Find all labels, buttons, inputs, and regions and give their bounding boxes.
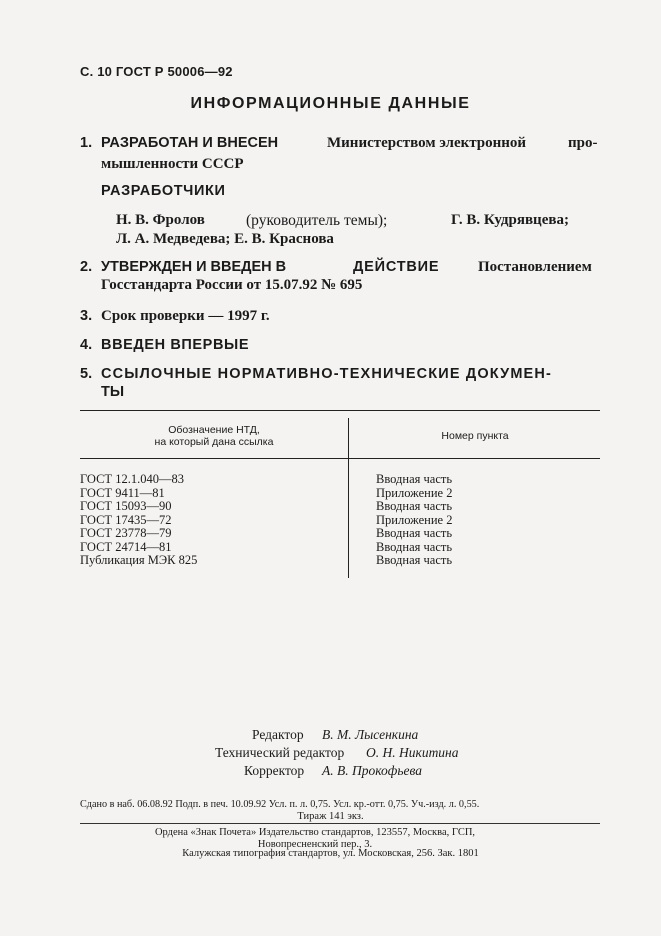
table-cell-item: Вводная часть	[376, 499, 453, 513]
table-header-document	[80, 424, 348, 448]
corrector-name: А. В. Прокофьева	[322, 763, 423, 778]
section-1-text-tail: про-	[568, 135, 598, 151]
table-header-document-line2: на который дана ссылка	[154, 436, 274, 448]
section-5-caps: ССЫЛОЧНЫЕ НОРМАТИВНО-ТЕХНИЧЕСКИЕ ДОКУМЕН-	[101, 366, 552, 382]
page-header: С. 10 ГОСТ Р 50006—92	[80, 64, 233, 79]
table-cell-doc: ГОСТ 23778—79	[80, 526, 172, 540]
developers-heading: РАЗРАБОТЧИКИ	[101, 183, 226, 199]
table-cell-item: Вводная часть	[376, 472, 453, 486]
table-cell-doc: ГОСТ 12.1.040—83	[80, 472, 184, 486]
table-cell-item: Вводная часть	[376, 539, 453, 554]
table-cell-doc: ГОСТ 24714—81	[80, 539, 172, 554]
publisher-line2: Новопресненский пер., 3.	[257, 839, 373, 850]
editor-label: Редактор	[252, 727, 304, 742]
editor-name: В. М. Лысенкина	[322, 727, 419, 742]
table-column-documents	[80, 473, 197, 568]
table-column-items	[376, 473, 452, 568]
section-1-line2: мышленности СССР	[101, 156, 244, 172]
table-header-item: Номер пункта	[441, 430, 509, 442]
section-1-text: Министерством электронной	[327, 135, 527, 151]
section-3-text: Срок проверки — 1997 г.	[101, 308, 270, 324]
section-4-number: 4.	[80, 337, 93, 353]
section-1-caps: РАЗРАБОТАН И ВНЕСЕН	[101, 135, 279, 151]
section-3-number: 3.	[80, 308, 93, 324]
section-2-caps2: ДЕЙСТВИЕ	[353, 259, 440, 275]
table-cell-doc: ГОСТ 15093—90	[80, 499, 172, 513]
print-info-line1: Сдано в наб. 06.08.92 Подп. в печ. 10.09.92 Усл. п. л. 0,75. Усл. кр.-отт. 0,75. Уч.-изд. л. 0,55.	[80, 799, 480, 810]
page-title: ИНФОРМАЦИОННЫЕ ДАННЫЕ	[190, 95, 471, 112]
section-1-number: 1.	[80, 135, 93, 151]
developers-line2: Л. А. Медведева; Е. В. Краснова	[116, 231, 334, 247]
publisher-line1: Ордена «Знак Почета» Издательство стандартов, 123557, Москва, ГСП,	[154, 827, 476, 838]
section-4-caps: ВВЕДЕН ВПЕРВЫЕ	[101, 337, 250, 353]
table-header-rule	[80, 458, 600, 459]
table-cell-item: Приложение 2	[376, 485, 453, 500]
table-top-rule	[80, 410, 600, 411]
section-2-text: Постановлением	[478, 259, 592, 275]
section-2-caps: УТВЕРЖДЕН И ВВЕДЕН В	[101, 259, 287, 275]
table-cell-item: Приложение 2	[376, 512, 453, 527]
print-info-line2: Тираж 141 экз.	[297, 811, 364, 822]
developer-1: Н. В. Фролов	[116, 212, 205, 228]
table-cell-doc: ГОСТ 9411—81	[80, 485, 165, 500]
tech-editor-name: О. Н. Никитина	[366, 745, 459, 760]
section-5-line2: ТЫ	[101, 384, 125, 400]
section-2-number: 2.	[80, 259, 93, 275]
table-column-divider	[348, 418, 349, 578]
section-2-line2: Госстандарта России от 15.07.92 № 695	[101, 277, 363, 293]
table-cell-doc: Публикация МЭК 825	[80, 553, 198, 567]
developer-1-role: (руководитель темы);	[246, 212, 388, 229]
developer-2: Г. В. Кудрявцева;	[451, 212, 569, 228]
reference-table	[80, 410, 600, 580]
table-cell-doc: ГОСТ 17435—72	[80, 512, 172, 527]
section-5-number: 5.	[80, 366, 93, 382]
imprint-divider	[80, 823, 600, 824]
corrector-label: Корректор	[244, 763, 305, 778]
publisher-line3: Калужская типография стандартов, ул. Московская, 256. Зак. 1801	[182, 848, 479, 859]
table-cell-item: Вводная часть	[376, 526, 453, 540]
table-cell-item: Вводная часть	[376, 553, 453, 567]
table-header-document-line1: Обозначение НТД,	[168, 424, 260, 436]
tech-editor-label: Технический редактор	[215, 745, 345, 760]
